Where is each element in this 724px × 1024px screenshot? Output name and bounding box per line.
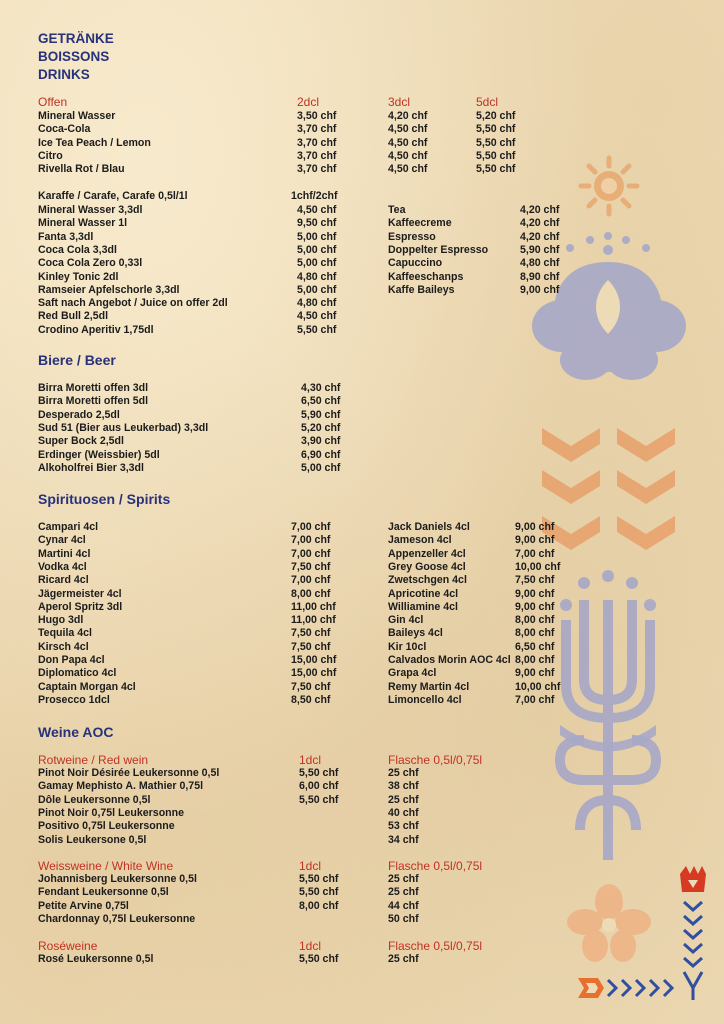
header-line-fr: BOISSONS xyxy=(38,49,110,64)
item-price: 5,90 chf xyxy=(520,243,560,256)
item-name: Birra Moretti offen 3dl xyxy=(38,382,149,394)
item-name: Gamay Mephisto A. Mathier 0,75l xyxy=(38,780,204,793)
spirit-row xyxy=(0,694,724,707)
price-3dcl: 4,50 chf xyxy=(388,163,428,176)
item-name: Jameson 4cl xyxy=(388,534,452,547)
beer-row xyxy=(0,462,724,475)
item-price: 5,00 chf xyxy=(297,243,337,256)
item-price: 5,00 chf xyxy=(297,283,337,296)
item-name: Williamine 4cl xyxy=(388,600,458,613)
beer-row xyxy=(0,382,724,395)
offen-row xyxy=(0,137,724,150)
spirit-row xyxy=(0,561,724,574)
item-name: Mineral Wasser 1l xyxy=(38,217,128,230)
item-name: Solis Leukersone 0,5l xyxy=(38,833,147,846)
item-name: Gin 4cl xyxy=(388,614,424,627)
wines-heading: Weine AOC xyxy=(38,724,114,740)
item-price: 4,80 chf xyxy=(520,257,560,270)
price-3dcl: 4,50 chf xyxy=(388,123,428,136)
rose-wine-row xyxy=(0,953,724,966)
item-price: 8,00 chf xyxy=(515,614,555,627)
item-price: 5,00 chf xyxy=(297,257,337,270)
item-name: Sud 51 (Bier aus Leukerbad) 3,3dl xyxy=(38,421,209,434)
beer-row xyxy=(0,435,724,448)
item-name: Grey Goose 4cl xyxy=(388,560,466,573)
offen-row xyxy=(0,123,724,136)
spirit-row xyxy=(0,588,724,601)
hot-drink-row xyxy=(0,217,724,230)
item-name: Coca Cola Zero 0,33l xyxy=(38,257,143,270)
item-name: Fendant Leukersonne 0,5l xyxy=(38,886,169,899)
item-name: Limoncello 4cl xyxy=(388,693,462,706)
white-wine-col-glass: 1dcl xyxy=(299,859,322,873)
offen-row xyxy=(0,163,724,176)
spirit-row xyxy=(0,614,724,627)
item-price: 4,20 chf xyxy=(520,230,560,243)
price-3dcl: 4,20 chf xyxy=(388,110,428,122)
spirit-row xyxy=(0,521,724,534)
item-name: Kaffeeschanps xyxy=(388,270,464,283)
white-wine-row xyxy=(0,913,724,926)
price-2dcl: 3,70 chf xyxy=(297,163,337,176)
item-price: 4,80 chf xyxy=(297,297,337,310)
karaffe-heading-price: 1chf/2chf xyxy=(291,190,338,202)
item-price: 4,20 chf xyxy=(520,204,560,216)
item-price: 4,50 chf xyxy=(297,204,337,216)
item-name: Pinot Noir Désirée Leukersonne 0,5l xyxy=(38,767,220,779)
item-price: 6,90 chf xyxy=(301,448,341,461)
price-bottle: 53 chf xyxy=(388,820,419,833)
item-name: Ramseier Apfelschorle 3,3dl xyxy=(38,283,180,296)
item-name: Super Bock 2,5dl xyxy=(38,435,124,448)
price-glass: 5,50 chf xyxy=(299,873,339,885)
offen-col-2dcl: 2dcl xyxy=(297,95,320,109)
item-price: 7,00 chf xyxy=(291,521,331,533)
item-name: Pinot Noir 0,75l Leukersonne xyxy=(38,806,184,819)
price-bottle: 34 chf xyxy=(388,833,419,846)
spirit-row xyxy=(0,667,724,680)
price-glass: 5,50 chf xyxy=(299,953,339,965)
item-price: 7,00 chf xyxy=(515,693,555,706)
item-price: 7,50 chf xyxy=(291,680,331,693)
item-name: Grapa 4cl xyxy=(388,667,437,680)
price-glass: 5,50 chf xyxy=(299,793,339,806)
item-price: 9,00 chf xyxy=(515,600,555,613)
rose-wine-col-glass: 1dcl xyxy=(299,939,322,953)
item-price: 8,00 chf xyxy=(515,654,555,666)
item-name: Campari 4cl xyxy=(38,521,99,533)
item-name: Kir 10cl xyxy=(388,640,427,653)
item-name: Espresso xyxy=(388,230,436,243)
spirit-row xyxy=(0,681,724,694)
spirit-row xyxy=(0,548,724,561)
item-price: 9,50 chf xyxy=(297,217,337,230)
beer-row xyxy=(0,409,724,422)
price-bottle: 25 chf xyxy=(388,767,419,779)
white-wine-row xyxy=(0,900,724,913)
red-wine-row xyxy=(0,834,724,847)
price-bottle: 40 chf xyxy=(388,806,419,819)
item-name: Mineral Wasser 3,3dl xyxy=(38,204,143,216)
spirit-row xyxy=(0,601,724,614)
item-price: 8,50 chf xyxy=(291,693,331,706)
item-price: 8,00 chf xyxy=(291,587,331,600)
item-price: 9,00 chf xyxy=(515,667,555,680)
item-price: 9,00 chf xyxy=(520,283,560,296)
red-wine-row xyxy=(0,794,724,807)
price-5dcl: 5,50 chf xyxy=(476,123,516,136)
item-name: Capuccino xyxy=(388,257,443,270)
white-wine-col-bottle: Flasche 0,5l/0,75l xyxy=(388,859,483,873)
item-price: 4,20 chf xyxy=(520,217,560,230)
price-5dcl: 5,20 chf xyxy=(476,110,516,122)
item-name: Baileys 4cl xyxy=(388,627,443,640)
item-name: Tequila 4cl xyxy=(38,627,92,640)
spirits-heading: Spirituosen / Spirits xyxy=(38,491,171,507)
price-2dcl: 3,70 chf xyxy=(297,136,337,149)
price-bottle: 25 chf xyxy=(388,793,419,806)
item-name: Kirsch 4cl xyxy=(38,640,89,653)
item-price: 4,80 chf xyxy=(297,270,337,283)
item-price: 7,00 chf xyxy=(291,574,331,587)
item-name: Kinley Tonic 2dl xyxy=(38,270,119,283)
hot-drink-row xyxy=(0,271,724,284)
item-name: Birra Moretti offen 5dl xyxy=(38,395,149,408)
red-wine-row xyxy=(0,820,724,833)
offen-col-3dcl: 3dcl xyxy=(388,95,411,109)
item-name: Aperol Spritz 3dl xyxy=(38,600,123,613)
item-name: Doppelter Espresso xyxy=(388,243,489,256)
item-price: 11,00 chf xyxy=(291,614,336,627)
karaffe-heading: Karaffe / Carafe, Carafe 0,5l/1l xyxy=(38,190,188,202)
header-line-en: DRINKS xyxy=(38,67,90,82)
beer-row xyxy=(0,449,724,462)
item-name: Erdinger (Weissbier) 5dl xyxy=(38,448,160,461)
offen-col-5dcl: 5dcl xyxy=(476,95,499,109)
hot-drink-row xyxy=(0,284,724,297)
item-name: Don Papa 4cl xyxy=(38,654,105,666)
item-name: Jägermeister 4cl xyxy=(38,587,122,600)
price-bottle: 25 chf xyxy=(388,886,419,899)
beer-row xyxy=(0,395,724,408)
item-name: Kaffeecreme xyxy=(388,217,452,230)
item-name: Desperado 2,5dl xyxy=(38,408,120,421)
hot-drink-row xyxy=(0,231,724,244)
item-name: Martini 4cl xyxy=(38,547,91,560)
beer-row xyxy=(0,422,724,435)
price-5dcl: 5,50 chf xyxy=(476,163,516,176)
karaffe-heading-row xyxy=(0,190,724,203)
item-price: 10,00 chf xyxy=(515,560,561,573)
red-wine-col-glass: 1dcl xyxy=(299,753,322,767)
item-price: 9,00 chf xyxy=(515,534,555,547)
page-header xyxy=(38,30,114,84)
item-price: 6,50 chf xyxy=(301,395,341,408)
item-price: 10,00 chf xyxy=(515,680,561,693)
price-2dcl: 3,70 chf xyxy=(297,123,337,136)
spirit-row xyxy=(0,654,724,667)
softdrink-row xyxy=(0,310,724,323)
price-bottle: 38 chf xyxy=(388,780,419,793)
item-price: 9,00 chf xyxy=(515,587,555,600)
item-name: Vodka 4cl xyxy=(38,560,87,573)
item-price: 5,90 chf xyxy=(301,408,341,421)
item-name: Prosecco 1dcl xyxy=(38,693,110,706)
item-name: Ricard 4cl xyxy=(38,574,89,587)
white-wine-row xyxy=(0,873,724,886)
hot-drink-row xyxy=(0,204,724,217)
offen-row xyxy=(0,110,724,123)
price-bottle: 25 chf xyxy=(388,873,419,885)
softdrink-row xyxy=(0,297,724,310)
item-name: Dôle Leukersonne 0,5l xyxy=(38,793,151,806)
item-price: 7,00 chf xyxy=(515,547,555,560)
price-bottle: 25 chf xyxy=(388,953,419,965)
white-wine-row xyxy=(0,886,724,899)
item-name: Red Bull 2,5dl xyxy=(38,310,109,323)
item-name: Alkoholfrei Bier 3,3dl xyxy=(38,461,144,474)
price-glass: 5,50 chf xyxy=(299,767,339,779)
spirit-row xyxy=(0,627,724,640)
rose-wine-heading: Roséweine xyxy=(38,939,98,953)
white-wine-heading: Weissweine / White Wine xyxy=(38,859,174,873)
item-price: 11,00 chf xyxy=(291,600,336,613)
item-price: 15,00 chf xyxy=(291,654,337,666)
item-price: 15,00 chf xyxy=(291,667,337,680)
item-name: Calvados Morin AOC 4cl xyxy=(388,654,511,666)
item-name: Apricotine 4cl xyxy=(388,587,459,600)
price-5dcl: 5,50 chf xyxy=(476,149,516,162)
item-name: Ice Tea Peach / Lemon xyxy=(38,136,151,149)
price-bottle: 50 chf xyxy=(388,912,419,925)
hot-drink-row xyxy=(0,244,724,257)
offen-heading: Offen xyxy=(38,95,68,109)
item-name: Petite Arvine 0,75l xyxy=(38,899,129,912)
item-name: Remy Martin 4cl xyxy=(388,680,470,693)
item-price: 7,50 chf xyxy=(515,574,555,587)
price-3dcl: 4,50 chf xyxy=(388,136,428,149)
price-glass: 8,00 chf xyxy=(299,899,339,912)
item-name: Appenzeller 4cl xyxy=(388,547,466,560)
spirit-row xyxy=(0,641,724,654)
item-price: 7,50 chf xyxy=(291,560,331,573)
item-name: Kaffe Baileys xyxy=(388,283,455,296)
item-name: Rivella Rot / Blau xyxy=(38,163,125,176)
price-2dcl: 3,70 chf xyxy=(297,149,337,162)
item-name: Captain Morgan 4cl xyxy=(38,680,136,693)
item-price: 7,00 chf xyxy=(291,534,331,547)
item-price: 4,50 chf xyxy=(297,310,337,323)
beer-heading: Biere / Beer xyxy=(38,352,116,368)
item-name: Citro xyxy=(38,149,63,162)
red-wine-heading: Rotweine / Red wein xyxy=(38,753,149,767)
red-wine-row xyxy=(0,780,724,793)
item-price: 8,90 chf xyxy=(520,270,560,283)
rose-wine-col-bottle: Flasche 0,5l/0,75l xyxy=(388,939,483,953)
price-3dcl: 4,50 chf xyxy=(388,149,428,162)
price-bottle: 44 chf xyxy=(388,899,419,912)
item-name: Diplomatico 4cl xyxy=(38,667,117,680)
item-name: Positivo 0,75l Leukersonne xyxy=(38,820,175,833)
price-5dcl: 5,50 chf xyxy=(476,136,516,149)
item-name: Tea xyxy=(388,204,406,216)
price-glass: 6,00 chf xyxy=(299,780,339,793)
item-name: Cynar 4cl xyxy=(38,534,86,547)
item-price: 5,20 chf xyxy=(301,421,341,434)
price-2dcl: 3,50 chf xyxy=(297,110,337,122)
item-name: Rosé Leukersonne 0,5l xyxy=(38,953,154,965)
item-price: 9,00 chf xyxy=(515,521,555,533)
item-name: Mineral Wasser xyxy=(38,110,116,122)
offen-row xyxy=(0,150,724,163)
item-price: 8,00 chf xyxy=(515,627,555,640)
hot-drink-row xyxy=(0,257,724,270)
red-wine-col-bottle: Flasche 0,5l/0,75l xyxy=(388,753,483,767)
item-name: Saft nach Angebot / Juice on offer 2dl xyxy=(38,297,228,310)
item-name: Fanta 3,3dl xyxy=(38,230,94,243)
red-wine-row xyxy=(0,767,724,780)
item-name: Hugo 3dl xyxy=(38,614,84,627)
item-price: 5,00 chf xyxy=(301,461,341,474)
red-wine-row xyxy=(0,807,724,820)
item-price: 7,00 chf xyxy=(291,547,331,560)
item-name: Chardonnay 0,75l Leukersonne xyxy=(38,912,196,925)
item-name: Coca-Cola xyxy=(38,123,91,136)
item-name: Johannisberg Leukersonne 0,5l xyxy=(38,873,197,885)
item-price: 7,50 chf xyxy=(291,627,331,640)
item-name: Zwetschgen 4cl xyxy=(388,574,467,587)
item-name: Crodino Aperitiv 1,75dl xyxy=(38,323,154,336)
item-price: 7,50 chf xyxy=(291,640,331,653)
item-price: 5,50 chf xyxy=(297,323,337,336)
softdrink-row xyxy=(0,324,724,337)
item-name: Jack Daniels 4cl xyxy=(388,521,470,533)
spirit-row xyxy=(0,574,724,587)
spirit-row xyxy=(0,534,724,547)
item-price: 4,30 chf xyxy=(301,382,341,394)
item-price: 3,90 chf xyxy=(301,435,341,448)
item-price: 5,00 chf xyxy=(297,230,337,243)
price-glass: 5,50 chf xyxy=(299,886,339,899)
orange-arrow-icon xyxy=(578,978,604,998)
header-line-de: GETRÄNKE xyxy=(38,31,114,46)
item-price: 6,50 chf xyxy=(515,640,555,653)
item-name: Coca Cola 3,3dl xyxy=(38,243,117,256)
